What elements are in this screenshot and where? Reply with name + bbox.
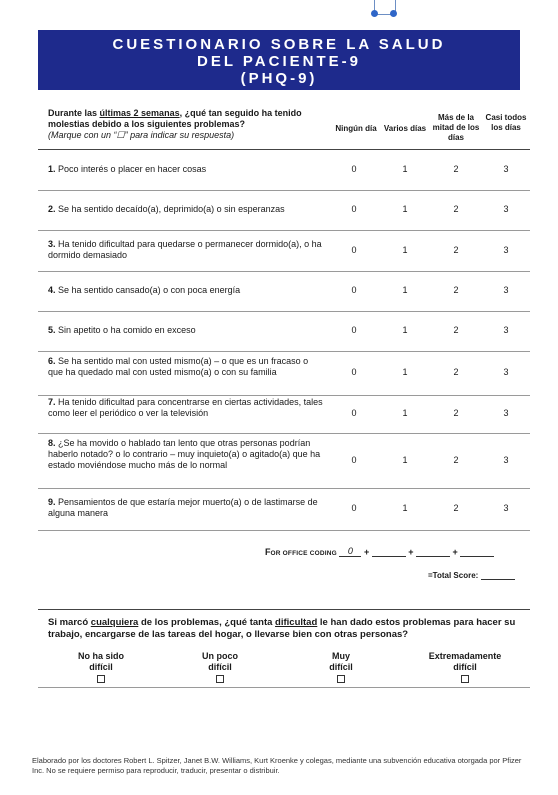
difficulty-option-3-checkbox[interactable]: [461, 675, 469, 683]
score-option-3[interactable]: 3: [503, 285, 509, 295]
difficulty-question: [48, 617, 523, 641]
difficulty-option-2-line1: Muy: [332, 651, 350, 661]
total-score-label: =Total Score:: [428, 571, 479, 580]
item-number: 1.: [48, 163, 56, 174]
score-option-1[interactable]: 1: [402, 367, 408, 377]
item-label: Poco interés o placer en hacer cosas: [58, 163, 207, 174]
title-line-3: (PHQ-9): [240, 70, 318, 87]
column-header-0: Ningún día: [335, 124, 377, 133]
item-number: 3.: [48, 238, 56, 249]
item-row: [48, 311, 530, 351]
item-text: [48, 285, 323, 296]
column-header-1: Varios días: [383, 124, 427, 133]
title-line-2: DEL PACIENTE-9: [197, 53, 361, 70]
score-option-2[interactable]: 2: [453, 325, 459, 335]
coding-blank-2[interactable]: [372, 546, 406, 557]
item-text: [48, 397, 323, 419]
item-row: [48, 395, 530, 433]
item-label: Se ha sentido decaído(a), deprimido(a) o sin esperanzas: [58, 203, 285, 214]
item-label: Se ha sentido cansado(a) o con poca energía: [58, 284, 241, 295]
score-option-3[interactable]: 3: [503, 204, 509, 214]
score-option-0[interactable]: 0: [351, 408, 357, 418]
coding-blank-4[interactable]: [460, 546, 494, 557]
footer-credits: Elaborado por los doctores Robert L. Spitzer, Janet B.W. Williams, Kurt Kroenke y colegas, mediante una subvención educativa otorgada por Pfizer Inc. No se requiere permiso para reproducir, traducir, presentar o distribuir.: [32, 756, 522, 775]
score-option-0[interactable]: 0: [351, 204, 357, 214]
score-option-3[interactable]: 3: [503, 367, 509, 377]
item-text: [48, 356, 323, 378]
difficulty-option-1: [181, 651, 259, 686]
score-option-1[interactable]: 1: [402, 285, 408, 295]
table-bottom-divider: [38, 530, 530, 531]
difficulty-option-0: [62, 651, 140, 686]
score-option-0[interactable]: 0: [351, 503, 357, 513]
item-row: [48, 351, 530, 395]
selection-handle[interactable]: [373, 0, 395, 26]
score-option-1[interactable]: 1: [402, 325, 408, 335]
score-option-0[interactable]: 0: [351, 325, 357, 335]
item-text: [48, 164, 323, 175]
difficulty-option-3-line2: difícil: [453, 662, 477, 672]
resize-handle-left[interactable]: [371, 10, 378, 17]
item-text: [48, 239, 323, 261]
score-option-2[interactable]: 2: [453, 408, 459, 418]
office-coding: [265, 546, 494, 557]
difficulty-underline-2: dificultad: [275, 617, 318, 628]
score-option-3[interactable]: 3: [503, 244, 509, 255]
total-score: [428, 570, 515, 580]
score-option-2[interactable]: 2: [453, 367, 459, 377]
score-option-3[interactable]: 3: [503, 454, 509, 465]
item-number: 8.: [48, 437, 56, 448]
score-option-2[interactable]: 2: [453, 204, 459, 214]
difficulty-suffix: le han dado estos problemas para hacer su trabajo, encargarse de las tareas del hogar, o llevarse bien con otras personas?: [48, 617, 516, 640]
score-option-1[interactable]: 1: [402, 164, 408, 174]
item-number: 2.: [48, 203, 56, 214]
difficulty-option-2-line2: difícil: [329, 662, 353, 672]
score-option-0[interactable]: 0: [351, 285, 357, 295]
item-row: [48, 190, 530, 230]
item-number: 4.: [48, 284, 56, 295]
item-row: [48, 230, 530, 271]
item-label: ¿Se ha movido o hablado tan lento que otras personas podrían haberlo notado? o lo contrario – muy inquieto(a) o agitado(a) que ha estado moviéndose mucho más de lo normal: [48, 437, 321, 470]
score-option-0[interactable]: 0: [351, 367, 357, 377]
difficulty-option-0-line2: difícil: [89, 662, 113, 672]
title-banner: [38, 30, 520, 90]
coding-label: OR OFFICE CODING: [270, 550, 337, 557]
difficulty-bottom-divider: [38, 687, 530, 688]
difficulty-prefix: Si marcó: [48, 617, 91, 628]
question-suffix: , ¿qué tan seguido ha tenido molestias debido a los siguientes problemas?: [48, 108, 302, 129]
coding-blank-3[interactable]: [416, 546, 450, 557]
coding-plus-3: +: [452, 547, 458, 557]
score-option-1[interactable]: 1: [402, 244, 408, 255]
item-label: Ha tenido dificultad para concentrarse en ciertas actividades, tales como leer el periódico o ver la televisión: [48, 397, 323, 418]
question-note: (Marque con un “☐” para indicar su respuesta): [48, 130, 235, 140]
item-text: [48, 204, 323, 215]
difficulty-option-1-checkbox[interactable]: [216, 675, 224, 683]
score-option-0[interactable]: 0: [351, 164, 357, 174]
difficulty-option-0-checkbox[interactable]: [97, 675, 105, 683]
coding-label-initial: F: [265, 547, 271, 557]
item-text: [48, 325, 323, 336]
item-row: [48, 150, 530, 190]
column-header-3: Casi todos los días: [485, 113, 527, 132]
total-score-blank[interactable]: [481, 570, 515, 580]
score-option-0[interactable]: 0: [351, 244, 357, 255]
item-row: [48, 271, 530, 311]
item-label: Se ha sentido mal con usted mismo(a) – o que es un fracaso o que ha quedado mal con usted mismo(a) o con su familia: [48, 355, 309, 377]
difficulty-option-1-line2: difícil: [208, 662, 232, 672]
score-option-2[interactable]: 2: [453, 244, 459, 255]
score-option-2[interactable]: 2: [453, 285, 459, 295]
score-option-3[interactable]: 3: [503, 325, 509, 335]
coding-plus-1: +: [363, 547, 370, 557]
item-label: Sin apetito o ha comido en exceso: [58, 324, 196, 335]
question-text: [48, 108, 323, 141]
difficulty-option-1-line1: Un poco: [202, 651, 238, 661]
question-header: [48, 108, 323, 141]
score-option-1[interactable]: 1: [402, 454, 408, 465]
score-option-3[interactable]: 3: [503, 408, 509, 418]
item-label: Ha tenido dificultad para quedarse o permanecer dormido(a), o ha dormido demasiado: [48, 238, 322, 260]
score-option-2[interactable]: 2: [453, 164, 459, 174]
item-number: 6.: [48, 355, 56, 366]
title-line-1: CUESTIONARIO SOBRE LA SALUD: [112, 36, 446, 53]
difficulty-top-divider: [38, 609, 530, 610]
score-option-1[interactable]: 1: [402, 408, 408, 418]
item-number: 9.: [48, 497, 56, 507]
column-header-2: Más de la mitad de los días: [432, 113, 480, 142]
item-number: 7.: [48, 397, 56, 407]
item-row: [48, 433, 530, 488]
score-option-3[interactable]: 3: [503, 164, 509, 174]
item-number: 5.: [48, 324, 56, 335]
difficulty-option-3: [417, 651, 513, 686]
score-option-3[interactable]: 3: [503, 503, 509, 513]
score-option-2[interactable]: 2: [453, 503, 459, 513]
score-option-1[interactable]: 1: [402, 204, 408, 214]
score-option-1[interactable]: 1: [402, 503, 408, 513]
question-period: últimas 2 semanas: [99, 108, 180, 118]
difficulty-underline-1: cualquiera: [90, 617, 139, 628]
difficulty-option-2-checkbox[interactable]: [337, 675, 345, 683]
item-label: Pensamientos de que estaría mejor muerto(a) o de lastimarse de alguna manera: [48, 497, 318, 518]
resize-handle-right[interactable]: [390, 10, 397, 17]
difficulty-option-0-line1: No ha sido: [77, 651, 124, 661]
item-row: [48, 488, 530, 530]
question-prefix: Durante las: [48, 108, 100, 118]
difficulty-option-3-line1: Extremadamente: [428, 651, 502, 661]
coding-blank-1[interactable]: 0: [339, 546, 361, 557]
difficulty-option-2: [302, 651, 380, 686]
score-option-2[interactable]: 2: [453, 454, 459, 465]
item-text: [48, 438, 323, 471]
score-option-0[interactable]: 0: [351, 454, 357, 465]
item-text: [48, 497, 323, 519]
difficulty-middle: de los problemas, ¿qué tanta: [138, 617, 276, 628]
coding-plus-2: +: [408, 547, 414, 557]
